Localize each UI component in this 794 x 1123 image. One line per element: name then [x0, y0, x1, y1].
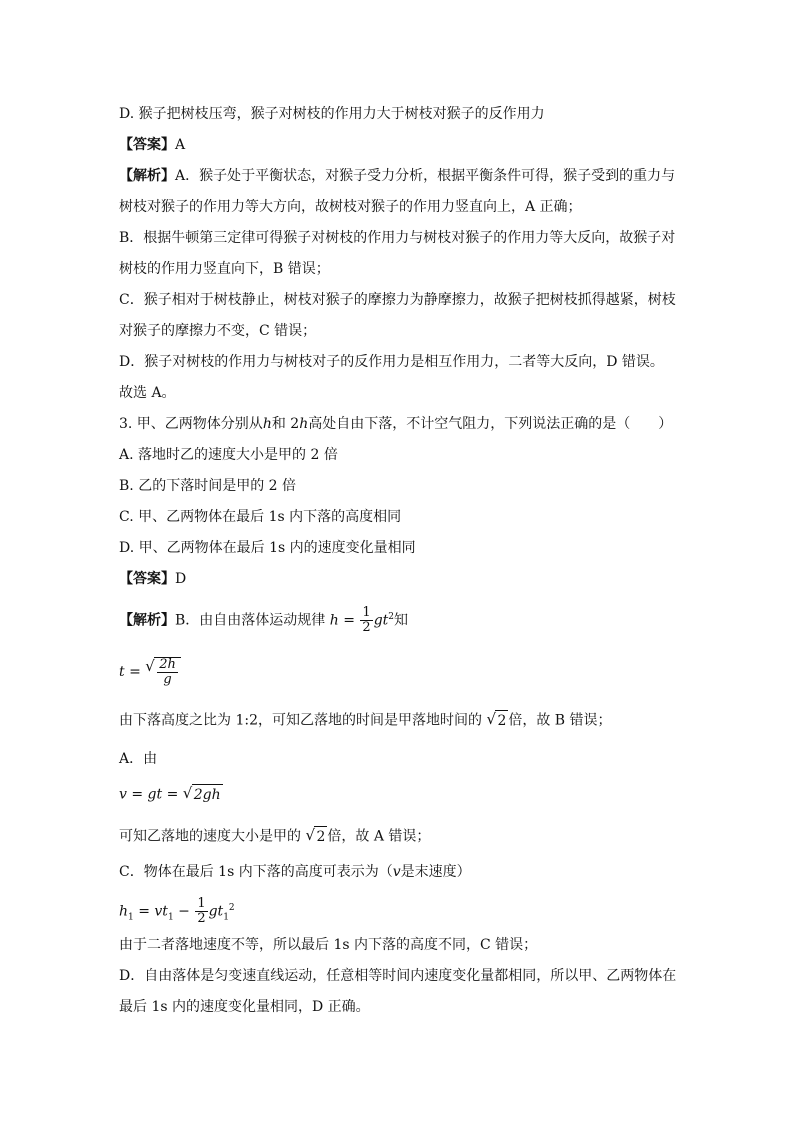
sqrt-2h-over-g: √ $\frac{2h}{g}$	[145, 657, 181, 687]
text-line: B．根据牛顿第三定律可得猴子对树枝的作用力与树枝对猴子的作用力等大反向，故猴子对	[119, 230, 676, 246]
text-line: C．猴子相对于树枝静止，树枝对猴子的摩擦力为静摩擦力，故猴子把树枝抓得越紧，树枝	[119, 292, 676, 308]
option-a: A. 落地时乙的速度大小是甲的 2 倍	[119, 447, 338, 463]
option-d-line: D. 猴子把树枝压弯，猴子对树枝的作用力大于树枝对猴子的反作用力	[119, 106, 545, 122]
text-line: 可知乙落地的速度大小是甲的 √ 2 倍，故 A 错误；	[119, 826, 431, 845]
text-line: D．猴子对树枝的作用力与树枝对子的反作用力是相互作用力，二者等大反向，D 错误。	[119, 354, 664, 370]
formula-v: v = gt = √ 2gh	[119, 784, 221, 803]
text-line: 对猴子的摩擦力不变，C 错误；	[119, 323, 317, 339]
answer-line: 【答案】D	[119, 571, 187, 587]
text-line: D．自由落体是匀变速直线运动，任意相等时间内速度变化量都相同，所以甲、乙两物体在	[119, 968, 677, 984]
fraction-half: $\frac{1}{2}$	[197, 896, 206, 926]
option-b: B. 乙的下落时间是甲的 2 倍	[119, 478, 296, 494]
formula-h1: $h_1 = vt_1$ − $\frac{1}{2}$ $gt_1^2$	[119, 896, 235, 926]
sqrt-2gh: √ 2gh	[182, 784, 221, 803]
text-line: 由于二者落地速度不等，所以最后 1s 内下落的高度不同，C 错误；	[119, 937, 538, 953]
analysis-line: 【解析】A．猴子处于平衡状态，对猴子受力分析，根据平衡条件可得，猴子受到的重力与	[119, 168, 676, 184]
fraction-half: $\frac{1}{2}$	[362, 605, 371, 635]
option-d: D. 甲、乙两物体在最后 1s 内的速度变化量相同	[119, 540, 416, 556]
text-line: C．物体在最后 1s 内下落的高度可表示为（v是末速度）	[119, 864, 471, 880]
text-line: 由下落高度之比为 1:2，可知乙落地的时间是甲落地时间的 √ 2 倍，故 B 错误；	[119, 710, 612, 729]
sqrt-2: √ 2	[486, 710, 507, 729]
answer-line: 【答案】A	[119, 137, 186, 153]
text-line: 故选 A。	[119, 385, 176, 401]
text-line: 树枝对猴子的作用力等大方向，故树枝对猴子的作用力竖直向上，A 正确；	[119, 199, 582, 215]
sqrt-2: √ 2	[305, 826, 326, 845]
analysis-line: 【解析】B．由自由落体运动规律 h = $\frac{1}{2}$ $gt^2$知	[119, 605, 409, 635]
option-c: C. 甲、乙两物体在最后 1s 内下落的高度相同	[119, 509, 402, 525]
formula-t: t = √ $\frac{2h}{g}$	[119, 657, 181, 687]
text-line: 最后 1s 内的速度变化量相同，D 正确。	[119, 999, 370, 1015]
formula-h: h =	[329, 612, 355, 629]
question-3-stem: 3. 甲、乙两物体分别从h和 2h高处自由下落，不计空气阻力，下列说法正确的是（ ）	[119, 416, 673, 432]
text-line: A．由	[119, 751, 158, 767]
text-line: 树枝的作用力竖直向下，B 错误；	[119, 261, 330, 277]
